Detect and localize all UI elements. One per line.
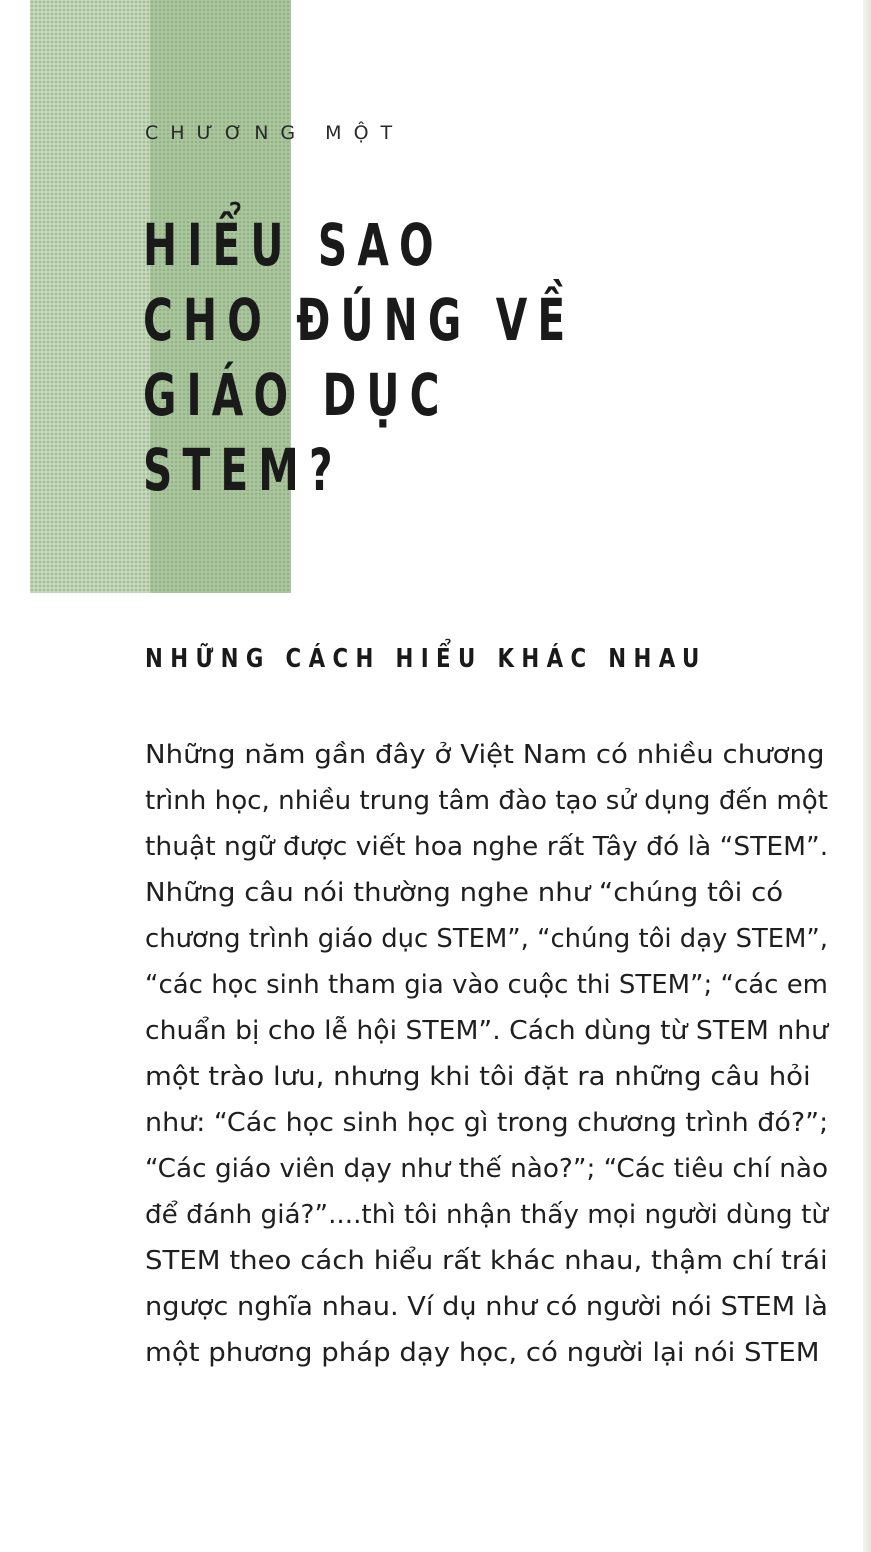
- body-line: một phương pháp dạy học, có người lại nói STEM: [145, 1338, 820, 1368]
- body-line: chuẩn bị cho lễ hội STEM”. Cách dùng từ STEM như: [145, 1016, 829, 1046]
- page-edge-shadow: [863, 0, 871, 1552]
- body-line: “các học sinh tham gia vào cuộc thi STEM”; “các em: [145, 970, 828, 1000]
- body-line: “Các giáo viên dạy như thế nào?”; “Các tiêu chí nào: [145, 1154, 829, 1184]
- body-line: ngược nghĩa nhau. Ví dụ như có người nói STEM là: [145, 1292, 828, 1322]
- body-line: STEM theo cách hiểu rất khác nhau, thậm chí trái: [145, 1246, 828, 1276]
- chapter-label: CHƯƠNG MỘT: [145, 122, 405, 144]
- body-paragraph: [145, 732, 828, 1376]
- chapter-title: [143, 208, 575, 508]
- section-heading: NHỮNG CÁCH HIỂU KHÁC NHAU: [145, 644, 707, 674]
- body-line: để đánh giá?”....thì tôi nhận thấy mọi người dùng từ: [145, 1200, 829, 1230]
- chapter-title-line: CHO ĐÚNG VỀ: [143, 286, 576, 354]
- body-line: Những câu nói thường nghe như “chúng tôi có: [145, 878, 784, 908]
- chapter-title-line: HIỂU SAO: [143, 211, 444, 279]
- body-line: một trào lưu, nhưng khi tôi đặt ra những câu hỏi: [145, 1062, 811, 1092]
- chapter-title-line: GIÁO DỤC: [143, 361, 450, 429]
- chapter-title-line: STEM?: [143, 436, 343, 504]
- body-line: Những năm gần đây ở Việt Nam có nhiều chương: [145, 740, 825, 770]
- body-line: thuật ngữ được viết hoa nghe rất Tây đó là “STEM”.: [145, 832, 829, 862]
- body-line: trình học, nhiều trung tâm đào tạo sử dụng đến một: [145, 786, 828, 816]
- body-line: chương trình giáo dục STEM”, “chúng tôi dạy STEM”,: [145, 924, 829, 954]
- body-line: như: “Các học sinh học gì trong chương trình đó?”;: [145, 1108, 829, 1138]
